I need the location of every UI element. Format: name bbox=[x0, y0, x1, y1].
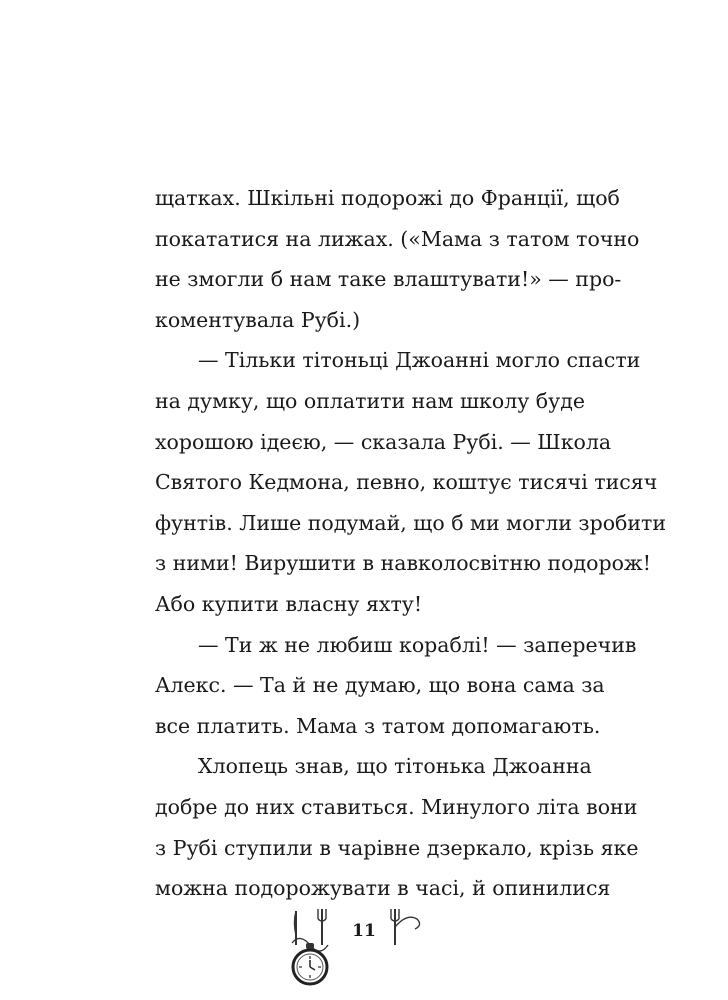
text-line: Хлопець знав, що тітонька Джоанна bbox=[198, 754, 592, 779]
text-line: все платить. Мама з татом допомагають. bbox=[155, 713, 601, 738]
text-line: з ними! Вирушити в навколосвітню подорож! bbox=[155, 551, 652, 576]
text-line: хорошою ідеєю, — сказала Рубі. — Школа bbox=[155, 429, 612, 454]
page-body bbox=[155, 178, 667, 909]
text-line: Алекс. — Та й не думаю, що вона сама за bbox=[155, 673, 605, 698]
text-line: фунтів. Лише подумай, що б ми могли зробити bbox=[155, 510, 667, 535]
text-line: добре до них ставиться. Минулого літа вони bbox=[155, 794, 638, 819]
text-line: Святого Кедмона, певно, коштує тисячі тисяч bbox=[155, 470, 658, 495]
fork-flourish-icon bbox=[387, 905, 427, 955]
text-line: з Рубі ступили в чарівне дзеркало, крізь яке bbox=[155, 835, 639, 860]
text-line: на думку, що оплатити нам школу буде bbox=[155, 388, 585, 413]
text-line: коментувала Рубі.) bbox=[155, 307, 361, 332]
text-line: Або купити власну яхту! bbox=[155, 591, 423, 616]
text-line: — Тільки тітоньці Джоанні могло спасти bbox=[198, 348, 641, 373]
pocket-watch-cutlery-icon bbox=[282, 905, 342, 995]
text-line: щатках. Шкільні подорожі до Франції, щоб bbox=[155, 186, 620, 210]
text-line: не змогли б нам таке влаштувати!» — про- bbox=[155, 267, 622, 292]
text-line: можна подорожувати в часі, й опинилися bbox=[155, 876, 611, 901]
page-footer bbox=[0, 895, 728, 995]
text-line: покататися на лижах. («Мама з татом точно bbox=[155, 226, 640, 251]
page-number: 11 bbox=[352, 921, 376, 941]
text-line: — Ти ж не любиш кораблі! — заперечив bbox=[198, 632, 637, 657]
